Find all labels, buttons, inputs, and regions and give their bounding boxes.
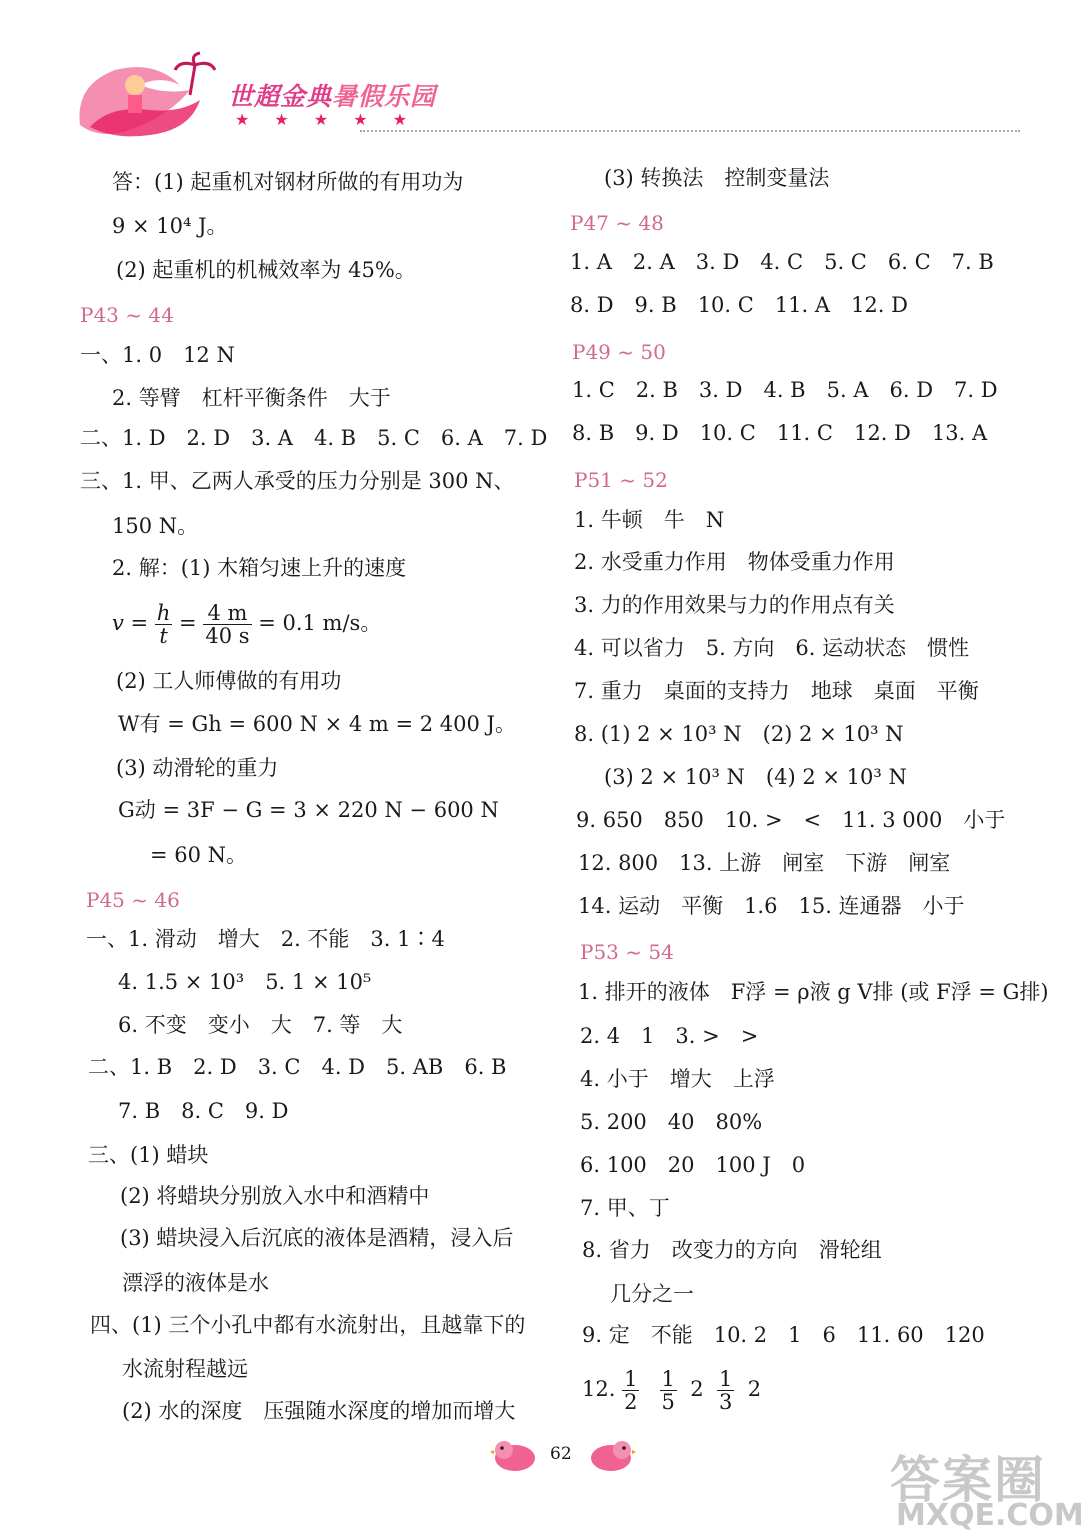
answer-line: (3) 蜡块浸入后沉底的液体是酒精，浸入后 <box>120 1226 514 1250</box>
page-footer <box>490 1430 640 1480</box>
answer-line: 7. B 8. C 9. D <box>118 1099 289 1123</box>
answer-line: = 60 N。 <box>150 843 248 867</box>
answer-line: (2) 将蜡块分别放入水中和酒精中 <box>120 1184 430 1208</box>
fraction: $\frac{h}{t}$ <box>156 601 171 649</box>
answer-line: 3. 力的作用效果与力的作用点有关 <box>574 593 895 617</box>
header-divider <box>360 130 1020 132</box>
answer-line: 三、1. 甲、乙两人承受的压力分别是 300 N、 <box>80 469 515 493</box>
watermark-url: MXQE.COM <box>896 1498 1084 1533</box>
answer-line: 9 × 10⁴ J。 <box>112 214 228 238</box>
answer-line: 8. D 9. B 10. C 11. A 12. D <box>570 293 908 317</box>
decorative-stars: ★ ★ ★ ★ ★ <box>235 110 418 129</box>
answer-line: 5. 200 40 80% <box>580 1110 763 1134</box>
answer-line: 漂浮的液体是水 <box>122 1271 269 1295</box>
fractions-answer: 12. $\frac{1}{2}$ $\frac{1}{5}$ 2 $\frac{1}{3}$ 2 <box>582 1367 762 1415</box>
answer-line: G动 = 3F − G = 3 × 220 N − 600 N <box>118 798 499 822</box>
fraction: $\frac{4 m}{40 s}$ <box>205 601 250 649</box>
answer-line: 2. 水受重力作用 物体受重力作用 <box>574 550 895 574</box>
answer-line: 12. 800 13. 上游 闸室 下游 闸室 <box>578 851 951 875</box>
answer-line: 一、1. 滑动 增大 2. 不能 3. 1∶4 <box>86 927 445 951</box>
answer-line: 14. 运动 平衡 1.6 15. 连通器 小于 <box>578 894 965 918</box>
watermark <box>890 1440 1084 1536</box>
answer-line: 6. 不变 变小 大 7. 等 大 <box>118 1013 403 1037</box>
brand-title: 世超金典暑假乐园 <box>228 82 437 111</box>
section-heading: P51 ~ 52 <box>574 468 668 492</box>
answer-line: 7. 重力 桌面的支持力 地球 桌面 平衡 <box>574 679 979 703</box>
answer-line: 8. 省力 改变力的方向 滑轮组 <box>582 1238 882 1262</box>
section-heading: P45 ~ 46 <box>86 888 180 912</box>
answer-line: 4. 1.5 × 10³ 5. 1 × 10⁵ <box>118 970 372 994</box>
answer-line: 2. 解：(1) 木箱匀速上升的速度 <box>112 556 407 580</box>
answer-line: W有 = Gh = 600 N × 4 m = 2 400 J。 <box>118 712 516 736</box>
answer-line: (3) 2 × 10³ N (4) 2 × 10³ N <box>604 765 907 789</box>
answer-line: 2. 等臂 杠杆平衡条件 大于 <box>112 386 391 410</box>
answer-line: 二、1. D 2. D 3. A 4. B 5. C 6. A 7. D <box>80 426 548 450</box>
answer-line: 1. A 2. A 3. D 4. C 5. C 6. C 7. B <box>570 250 994 274</box>
answer-line: 4. 可以省力 5. 方向 6. 运动状态 惯性 <box>574 636 970 660</box>
answer-line: 1. 牛顿 牛 N <box>574 508 725 532</box>
answer-line: 150 N。 <box>112 514 199 538</box>
fraction: $\frac{1}{5}$ <box>661 1367 675 1415</box>
section-heading: P43 ~ 44 <box>80 303 174 327</box>
beach-logo-icon <box>70 55 230 145</box>
velocity-formula: v = $\frac{h}{t}$ = $\frac{4 m}{40 s}$ = 0.1 m/s。 <box>112 601 382 649</box>
answer-line: 四、(1) 三个小孔中都有水流射出，且越靠下的 <box>90 1313 526 1337</box>
answer-line: (2) 水的深度 压强随水深度的增加而增大 <box>122 1399 516 1423</box>
section-heading: P53 ~ 54 <box>580 940 674 964</box>
answer-line: 7. 甲、丁 <box>580 1196 670 1220</box>
fraction: $\frac{1}{2}$ <box>624 1367 638 1415</box>
chick-icon <box>586 1434 636 1474</box>
answer-line: 8. B 9. D 10. C 11. C 12. D 13. A <box>572 421 988 445</box>
answer-line: 9. 650 850 10. > < 11. 3 000 小于 <box>576 808 1006 832</box>
answer-line: 二、1. B 2. D 3. C 4. D 5. AB 6. B <box>88 1055 507 1079</box>
section-heading: P49 ~ 50 <box>572 340 666 364</box>
chick-icon <box>490 1434 540 1474</box>
answer-line: 1. 排开的液体 F浮 = ρ液 g V排 (或 F浮 = G排) <box>578 980 1049 1004</box>
answer-line: (2) 起重机的机械效率为 45%。 <box>116 258 416 282</box>
answer-line: (3) 转换法 控制变量法 <box>604 166 830 190</box>
answer-line: 水流射程越远 <box>122 1357 248 1381</box>
watermark-text: 答案圈 <box>890 1451 1046 1509</box>
answer-line: (3) 动滑轮的重力 <box>116 756 279 780</box>
answer-line: 1. C 2. B 3. D 4. B 5. A 6. D 7. D <box>572 378 998 402</box>
answer-line: 几分之一 <box>610 1282 694 1306</box>
answer-line: 9. 定 不能 10. 2 1 6 11. 60 120 <box>582 1323 985 1347</box>
answer-line: 答：(1) 起重机对钢材所做的有用功为 <box>112 170 464 194</box>
answer-line: 4. 小于 增大 上浮 <box>580 1067 775 1091</box>
fraction: $\frac{1}{3}$ <box>718 1367 733 1415</box>
answer-line: 一、1. 0 12 N <box>80 343 235 367</box>
answer-line: 2. 4 1 3. > > <box>580 1024 759 1048</box>
section-heading: P47 ~ 48 <box>570 211 664 235</box>
answer-line: 8. (1) 2 × 10³ N (2) 2 × 10³ N <box>574 722 904 746</box>
answer-line: 6. 100 20 100 J 0 <box>580 1153 806 1177</box>
answer-line: 三、(1) 蜡块 <box>88 1143 209 1167</box>
page-number: 62 <box>550 1444 572 1464</box>
answer-line: (2) 工人师傅做的有用功 <box>116 669 342 693</box>
